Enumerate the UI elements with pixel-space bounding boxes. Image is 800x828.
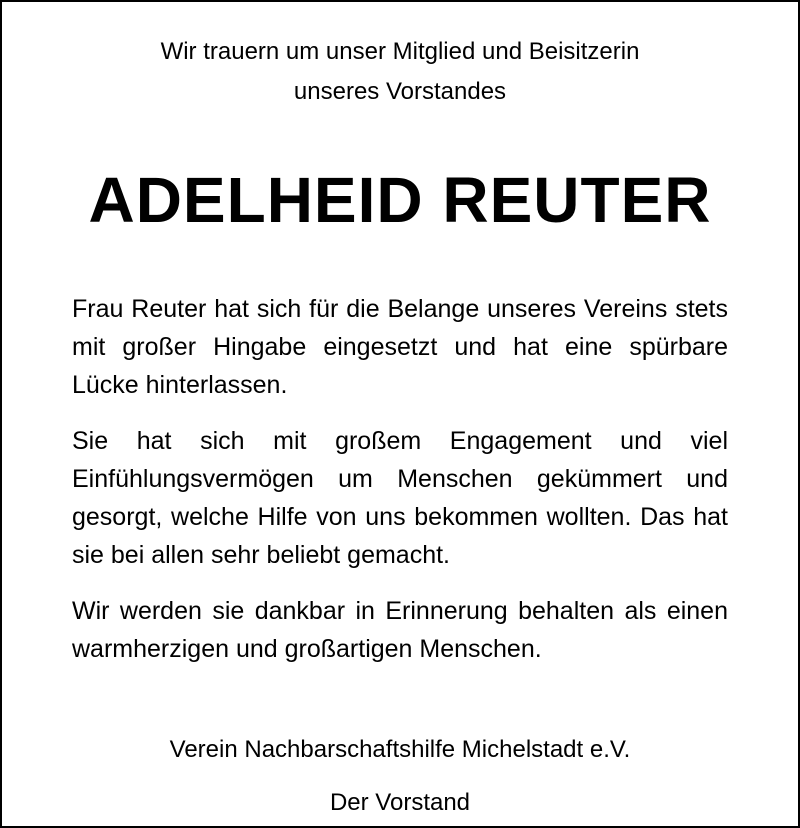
paragraph-dedication: Frau Reuter hat sich für die Belange unseres Vereins stets mit großer Hingabe eingesetzt und hat eine spürbare Lücke hinterlassen.: [72, 295, 728, 399]
organization-name: Verein Nachbarschaftshilfe Michelstadt e.V.: [169, 736, 631, 763]
paragraph-engagement: Sie hat sich mit großem Engagement und viel Einfühlungsvermögen um Menschen gekümmert und gesorgt, welche Hilfe von uns bekommen wollten. Das hat sie bei allen sehr beliebt gemacht.: [72, 427, 728, 569]
intro-line-2: unseres Vorstandes: [293, 78, 507, 105]
intro-line-1: Wir trauern um unser Mitglied und Beisitzerin: [160, 38, 640, 65]
paragraph-remembrance: Wir werden sie dankbar in Erinnerung behalten als einen warmherzigen und großartigen Menschen.: [72, 597, 728, 663]
deceased-name: ADELHEID REUTER: [88, 164, 712, 236]
board-signature: Der Vorstand: [329, 789, 471, 816]
intro-text: [2, 32, 798, 112]
